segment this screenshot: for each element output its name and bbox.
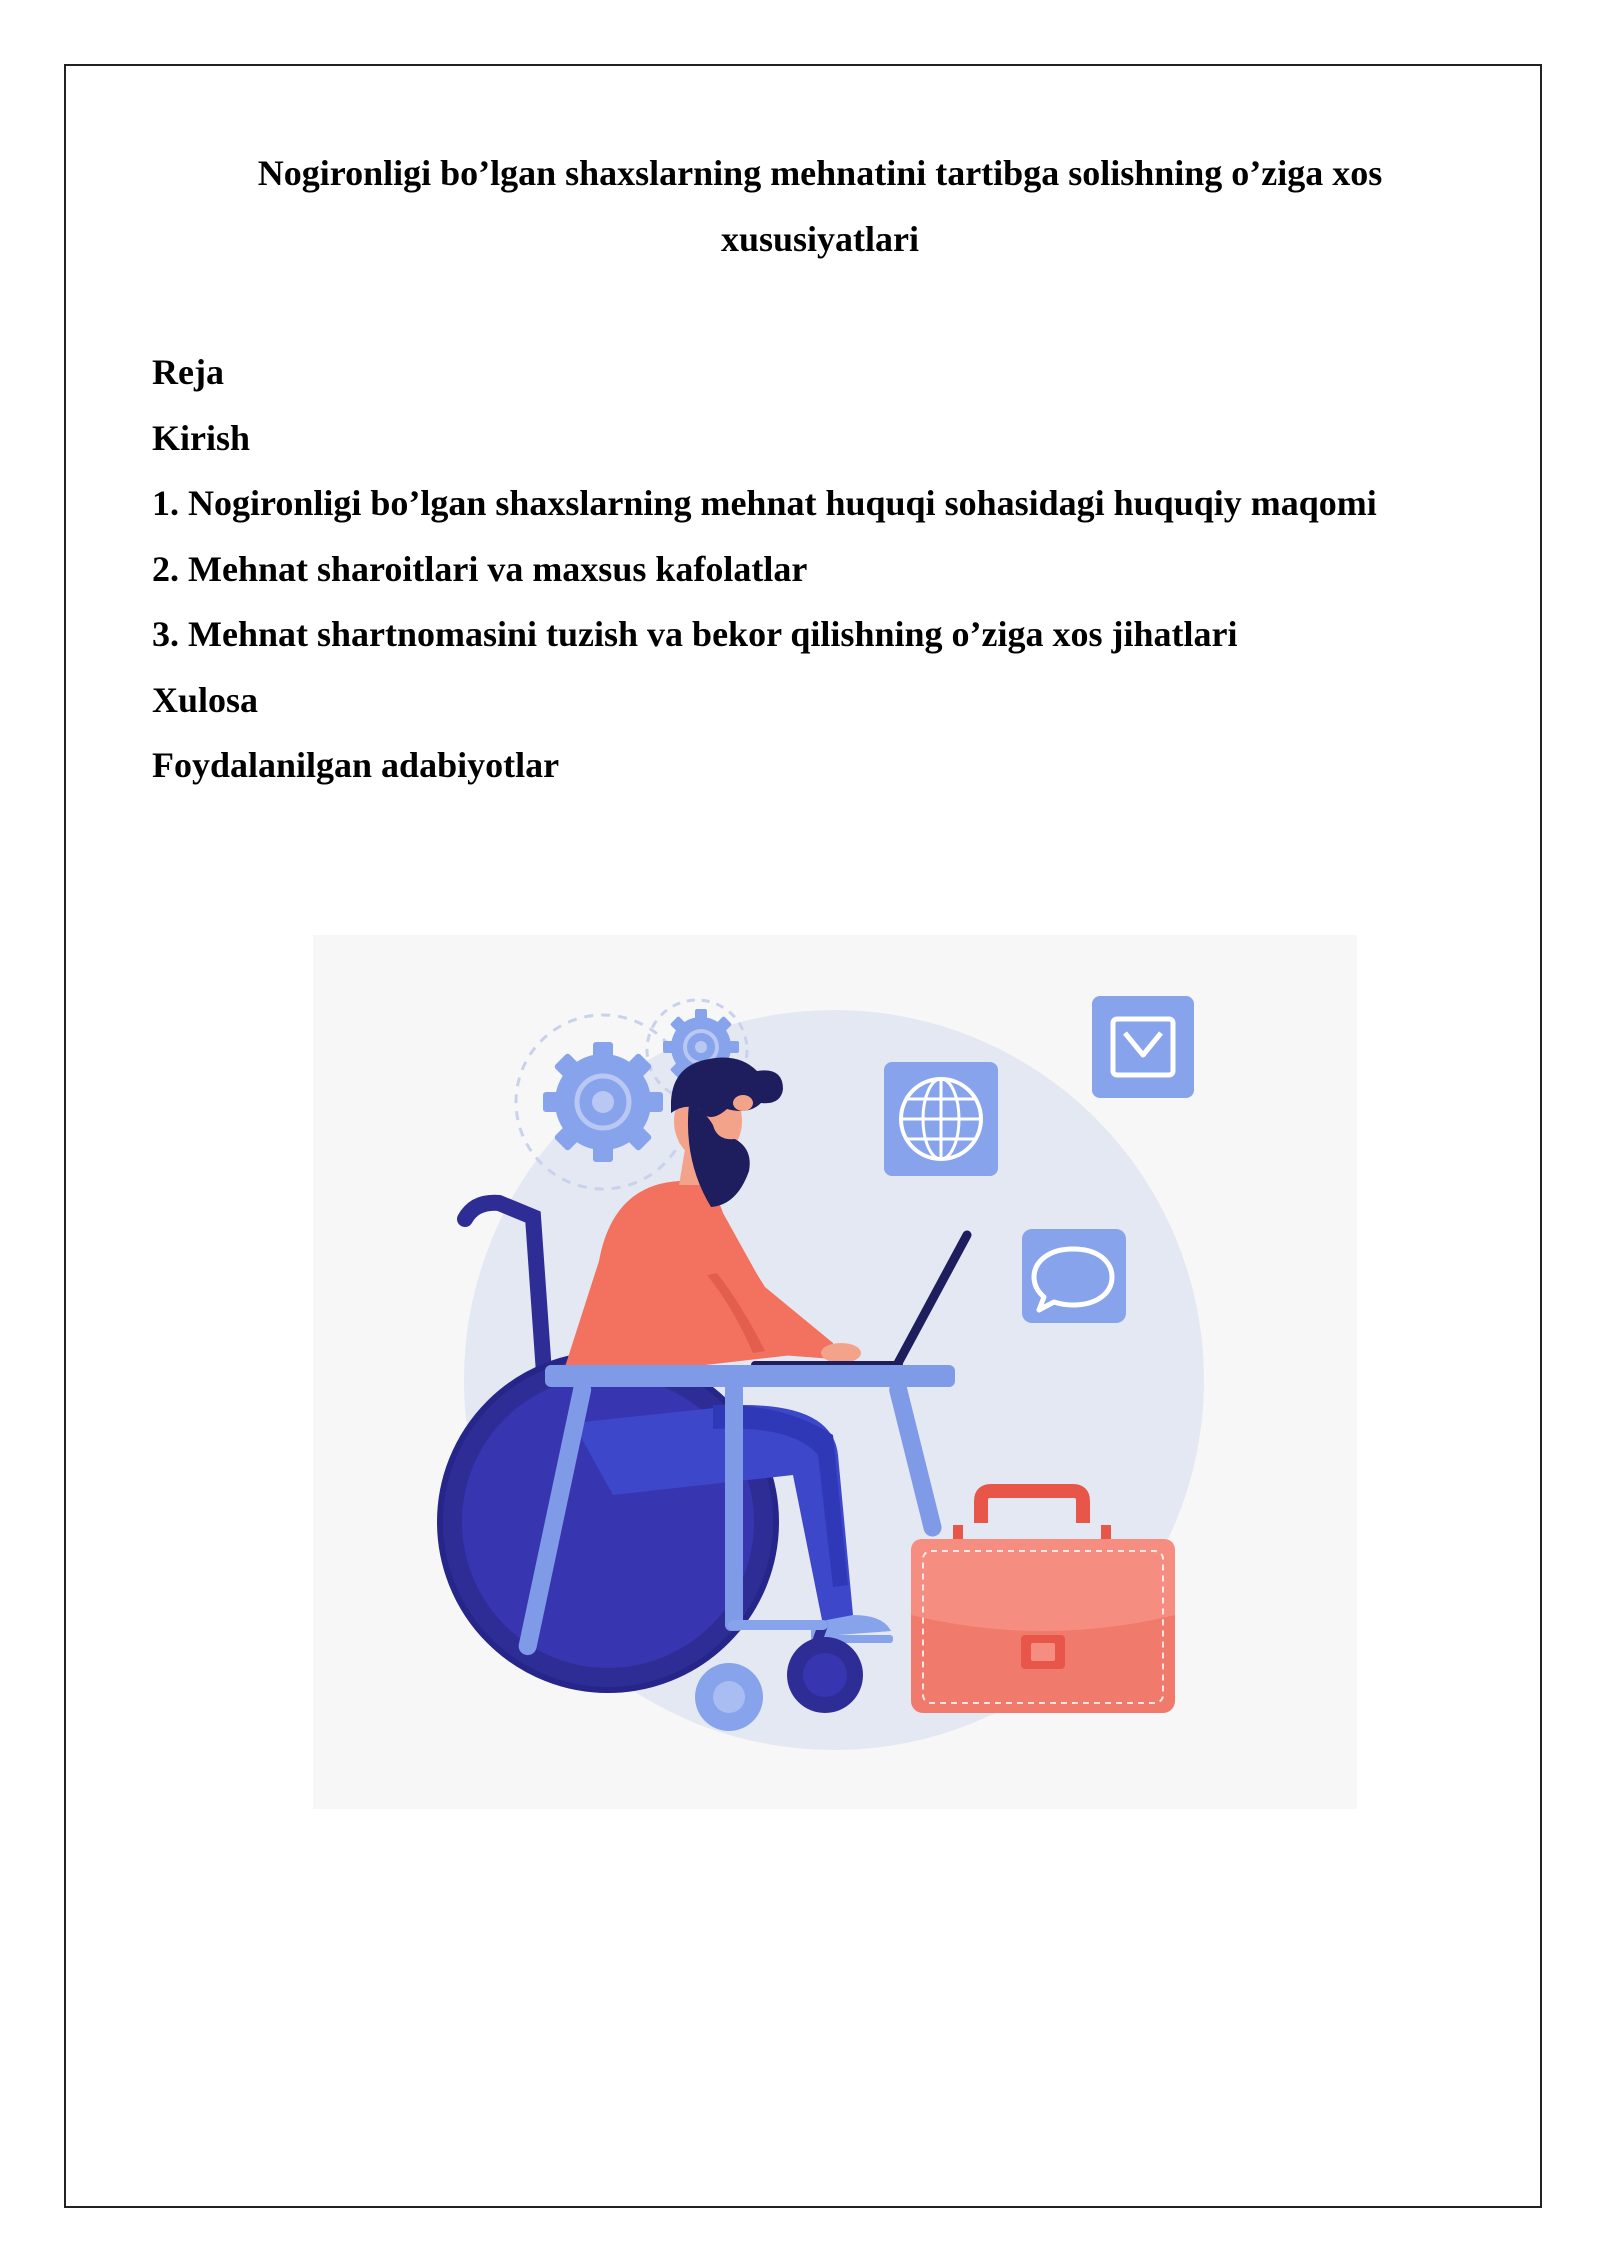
envelope-icon: [1092, 996, 1194, 1098]
globe-icon: [884, 1062, 998, 1176]
outline-item-1: 1. Nogironligi bo’lgan shaxslarning mehnat huquqi sohasidagi huquqiy maqomi: [152, 483, 1377, 523]
document-title-line-1: Nogironligi bo’lgan shaxslarning mehnatini tartibga solishning o’ziga xos: [257, 153, 1383, 193]
outline-item-xulosa: Xulosa: [152, 679, 259, 720]
document-title: [160, 140, 1480, 272]
chat-bubble-icon: [1022, 1229, 1126, 1323]
plan-outline: [152, 340, 1492, 799]
outline-item-2: 2. Mehnat sharoitlari va maxsus kafolatlar: [152, 548, 808, 589]
document-title-line-2: xususiyatlari: [720, 219, 920, 259]
outline-heading-reja: Reja: [152, 352, 224, 392]
outline-item-adabiyotlar: Foydalanilgan adabiyotlar: [152, 745, 560, 785]
outline-item-3: 3. Mehnat shartnomasini tuzish va bekor qilishning o’ziga xos jihatlari: [152, 614, 1238, 654]
outline-item-kirish: Kirish: [152, 417, 251, 458]
wheelchair-worker-illustration: [313, 935, 1357, 1809]
illustration-svg: [313, 935, 1357, 1809]
